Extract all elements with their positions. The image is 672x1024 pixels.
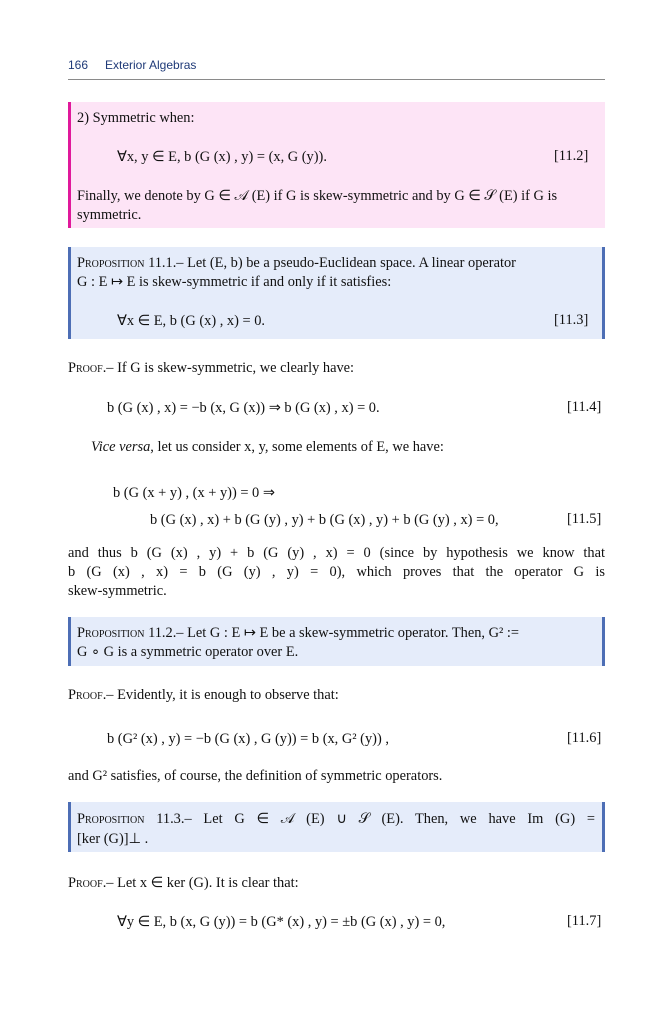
proof-2-text: .– Evidently, it is enough to observe that:	[102, 687, 339, 703]
proposition-11-2-heading: Proposition	[77, 625, 145, 641]
proof-2-after: and G² satisfies, of course, the definition of symmetric operators.	[68, 768, 443, 784]
proposition-11-2-bar-left	[68, 617, 71, 666]
proof-1-text: .– If G is skew-symmetric, we clearly have:	[102, 360, 355, 376]
proposition-11-1-line1	[77, 254, 516, 273]
equation-tag-11-2: [11.2]	[554, 148, 589, 164]
proposition-11-1-line2: G : E ↦ E is skew-symmetric if and only if it satisfies:	[77, 274, 392, 290]
vice-versa-italic: Vice versa	[91, 439, 151, 455]
proposition-11-3-heading: Proposition	[77, 811, 145, 827]
proof-3-intro	[68, 874, 299, 893]
equation-tag-11-6: [11.6]	[567, 730, 602, 746]
equation-11-2: ∀x, y ∈ E, b (G (x) , y) = (x, G (y)).	[117, 149, 327, 165]
proposition-11-2-text: 11.2.– Let G : E ↦ E be a skew-symmetric operator. Then, G² :=	[148, 625, 520, 641]
proposition-11-3-bar-left	[68, 802, 71, 852]
proposition-11-2-line1	[77, 624, 519, 643]
proposition-11-2-line2: G ∘ G is a symmetric operator over E.	[77, 644, 299, 660]
header-rule	[68, 79, 605, 80]
proof-1-heading: Proof	[68, 360, 103, 376]
running-header-title: Exterior Algebras	[105, 58, 197, 72]
proof-1-thus-line1: and thus b (G (x) , y) + b (G (y) , x) = 0 (since by hypothesis we know that	[68, 545, 605, 561]
proof-3-text: .– Let x ∈ ker (G). It is clear that:	[102, 875, 299, 891]
proposition-11-3-text: 11.3.– Let G ∈ 𝒜 (E) ∪ 𝒮 (E). Then, we have Im (G) =	[156, 811, 595, 827]
proposition-11-1-bar-right	[602, 247, 605, 339]
proof-2-intro	[68, 686, 339, 705]
definition-finally-line2: symmetric.	[77, 207, 142, 223]
proposition-11-3-line2: [ker (G)]⊥ .	[77, 831, 149, 847]
equation-11-5-line1: b (G (x + y) , (x + y)) = 0 ⇒	[113, 485, 275, 501]
proof-1-intro	[68, 359, 354, 378]
proof-2-heading: Proof	[68, 687, 103, 703]
vice-versa-line	[91, 438, 444, 457]
definition-item: 2) Symmetric when:	[77, 110, 195, 126]
equation-tag-11-7: [11.7]	[567, 913, 602, 929]
equation-tag-11-5: [11.5]	[567, 511, 602, 527]
proof-1-thus-line3: skew-symmetric.	[68, 583, 167, 599]
proposition-11-1-bar-left	[68, 247, 71, 339]
proposition-11-1-heading: Proposition	[77, 255, 145, 271]
proposition-11-3-bar-right	[602, 802, 605, 852]
equation-11-3: ∀x ∈ E, b (G (x) , x) = 0.	[117, 313, 265, 329]
definition-finally-line1: Finally, we denote by G ∈ 𝒜 (E) if G is skew-symmetric and by G ∈ 𝒮 (E) if G is	[77, 188, 558, 204]
equation-11-5-line2: b (G (x) , x) + b (G (y) , y) + b (G (x) , y) + b (G (y) , x) = 0,	[150, 512, 499, 528]
equation-11-7: ∀y ∈ E, b (x, G (y)) = b (G* (x) , y) = ±b (G (x) , y) = 0,	[117, 914, 446, 930]
equation-tag-11-4: [11.4]	[567, 399, 602, 415]
equation-11-4: b (G (x) , x) = −b (x, G (x)) ⇒ b (G (x) , x) = 0.	[107, 400, 380, 416]
definition-box-bar	[68, 102, 71, 228]
equation-11-6: b (G² (x) , y) = −b (G (x) , G (y)) = b (x, G² (y)) ,	[107, 731, 389, 747]
proposition-11-2-bar-right	[602, 617, 605, 666]
equation-tag-11-3: [11.3]	[554, 312, 589, 328]
proof-3-heading: Proof	[68, 875, 103, 891]
page-number: 166	[68, 58, 89, 72]
vice-versa-rest: , let us consider x, y, some elements of E, we have:	[150, 439, 444, 455]
proposition-11-3-line1	[77, 810, 595, 829]
proposition-11-1-text: 11.1.– Let (E, b) be a pseudo-Euclidean space. A linear operator	[148, 255, 516, 271]
proof-1-thus-line2: b (G (x) , x) = b (G (y) , y) = 0), which proves that the operator G is	[68, 564, 605, 580]
